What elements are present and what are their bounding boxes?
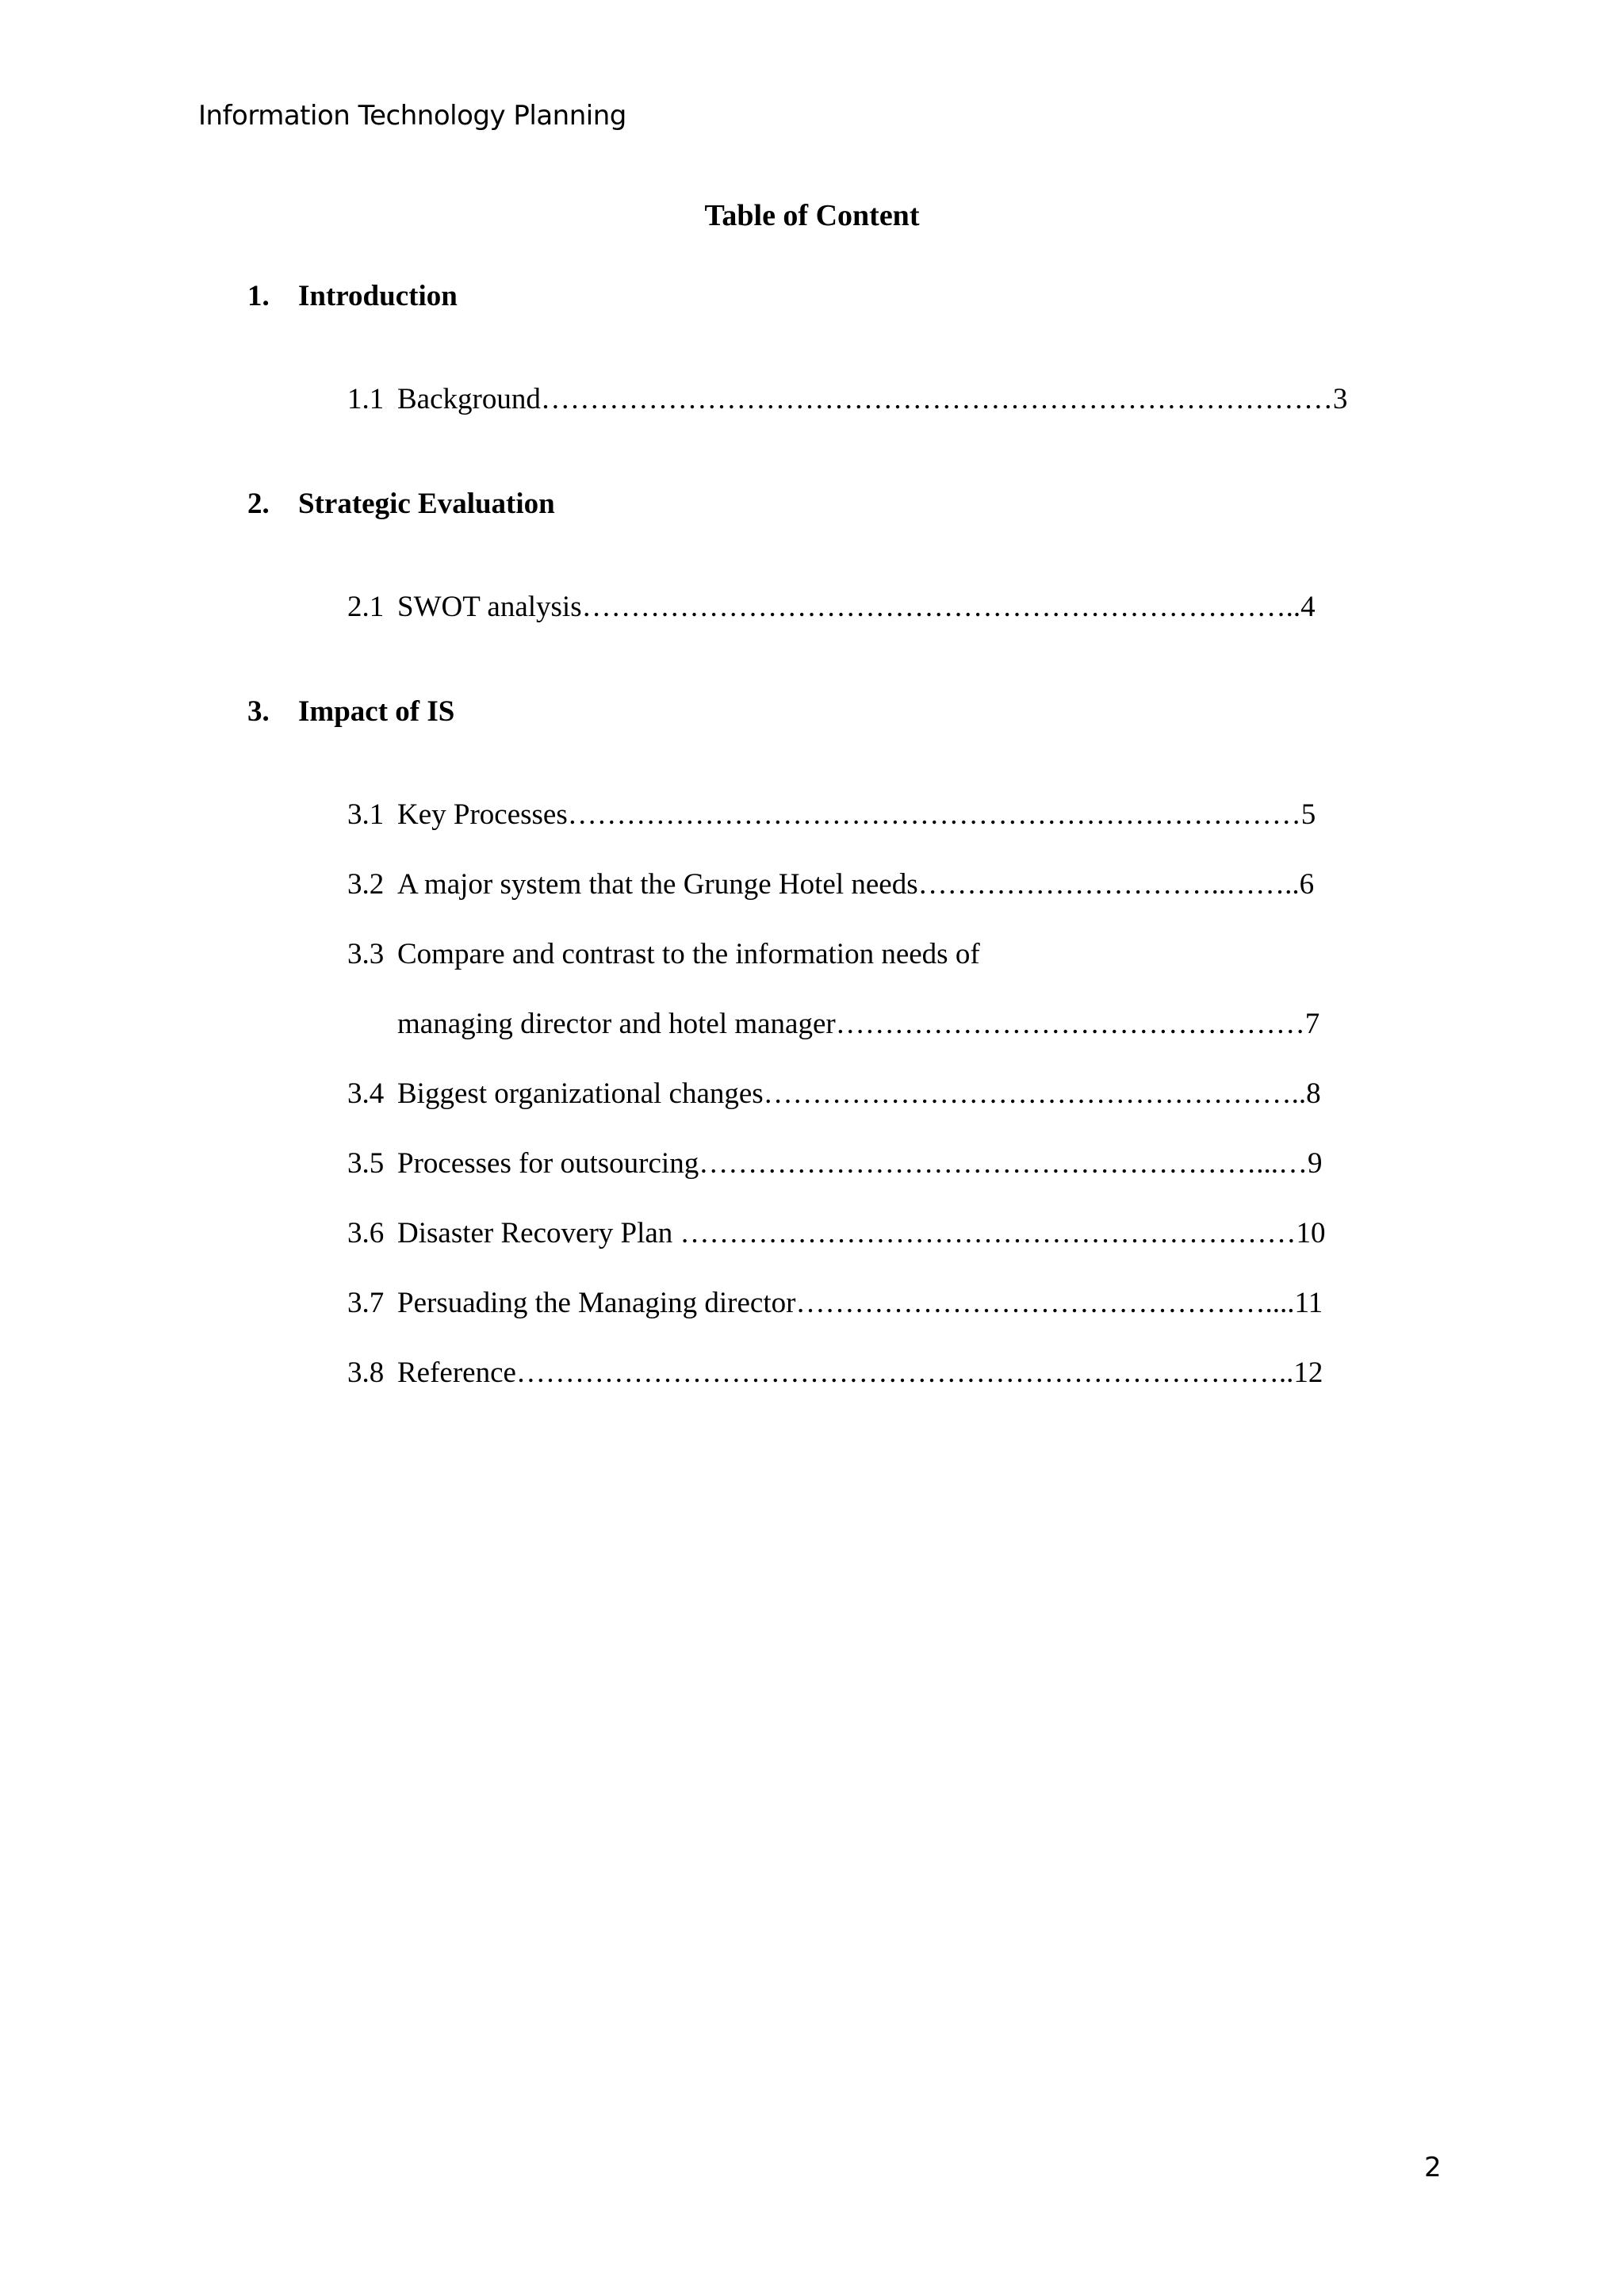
toc-entry-3-6 (347, 1215, 1378, 1253)
toc-entry-3-7 (347, 1284, 1378, 1322)
toc-entry-2-1 (347, 588, 1378, 626)
toc-entry-3-2 (347, 866, 1378, 904)
entry-number: 2.1 (347, 591, 385, 623)
entry-number: 3.7 (347, 1287, 385, 1319)
toc-entry-1-1 (347, 381, 1378, 419)
toc-section-2 (247, 485, 555, 523)
section-number: 3. (247, 695, 270, 728)
entry-number: 3.6 (347, 1217, 385, 1249)
section-title: Strategic Evaluation (298, 488, 555, 520)
toc-entry-3-3-continuation (347, 1005, 1378, 1043)
entry-text: managing director and hotel manager…………………………………………7 (397, 1008, 1320, 1040)
entry-text: Biggest organizational changes………………………………………………..8 (397, 1077, 1321, 1110)
toc-title: Table of Content (704, 199, 920, 232)
entry-text: Key Processes…………………………………………………………………5 (397, 798, 1316, 831)
section-number: 2. (247, 488, 270, 520)
entry-number: 3.1 (347, 798, 385, 831)
toc-entry-3-5 (347, 1145, 1378, 1183)
entry-text: Processes for outsourcing…………………………………………………...…9 (397, 1147, 1323, 1180)
entry-text: Compare and contrast to the information needs of (397, 938, 980, 970)
entry-text: Disaster Recovery Plan ………………………………………………………10 (397, 1217, 1326, 1249)
entry-text: Persuading the Managing director…………………………………………....11 (397, 1287, 1323, 1319)
entry-number: 3.3 (347, 938, 385, 970)
entry-number: 3.2 (347, 868, 385, 901)
entry-text: Background………………………………………………………………………3 (397, 383, 1348, 415)
page-number: 2 (1424, 2152, 1442, 2183)
toc-entry-3-4 (347, 1075, 1378, 1113)
entry-number: 1.1 (347, 383, 385, 415)
entry-text: Reference……………………………………………………………………..12 (397, 1357, 1323, 1389)
entry-text: SWOT analysis………………………………………………………………..4 (397, 591, 1316, 623)
entry-text: A major system that the Grunge Hotel needs…………………………..……..6 (397, 868, 1315, 901)
section-title: Impact of IS (298, 695, 455, 728)
running-header: Information Technology Planning (198, 100, 626, 132)
entry-number: 3.4 (347, 1077, 385, 1110)
toc-section-1 (247, 277, 458, 316)
section-title: Introduction (298, 280, 458, 312)
toc-section-3 (247, 693, 454, 731)
entry-number: 3.5 (347, 1147, 385, 1180)
entry-number: 3.8 (347, 1357, 385, 1389)
toc-entry-3-1 (347, 796, 1378, 834)
section-number: 1. (247, 280, 270, 312)
toc-entry-3-8 (347, 1354, 1378, 1392)
toc-entry-3-3 (347, 936, 1378, 974)
